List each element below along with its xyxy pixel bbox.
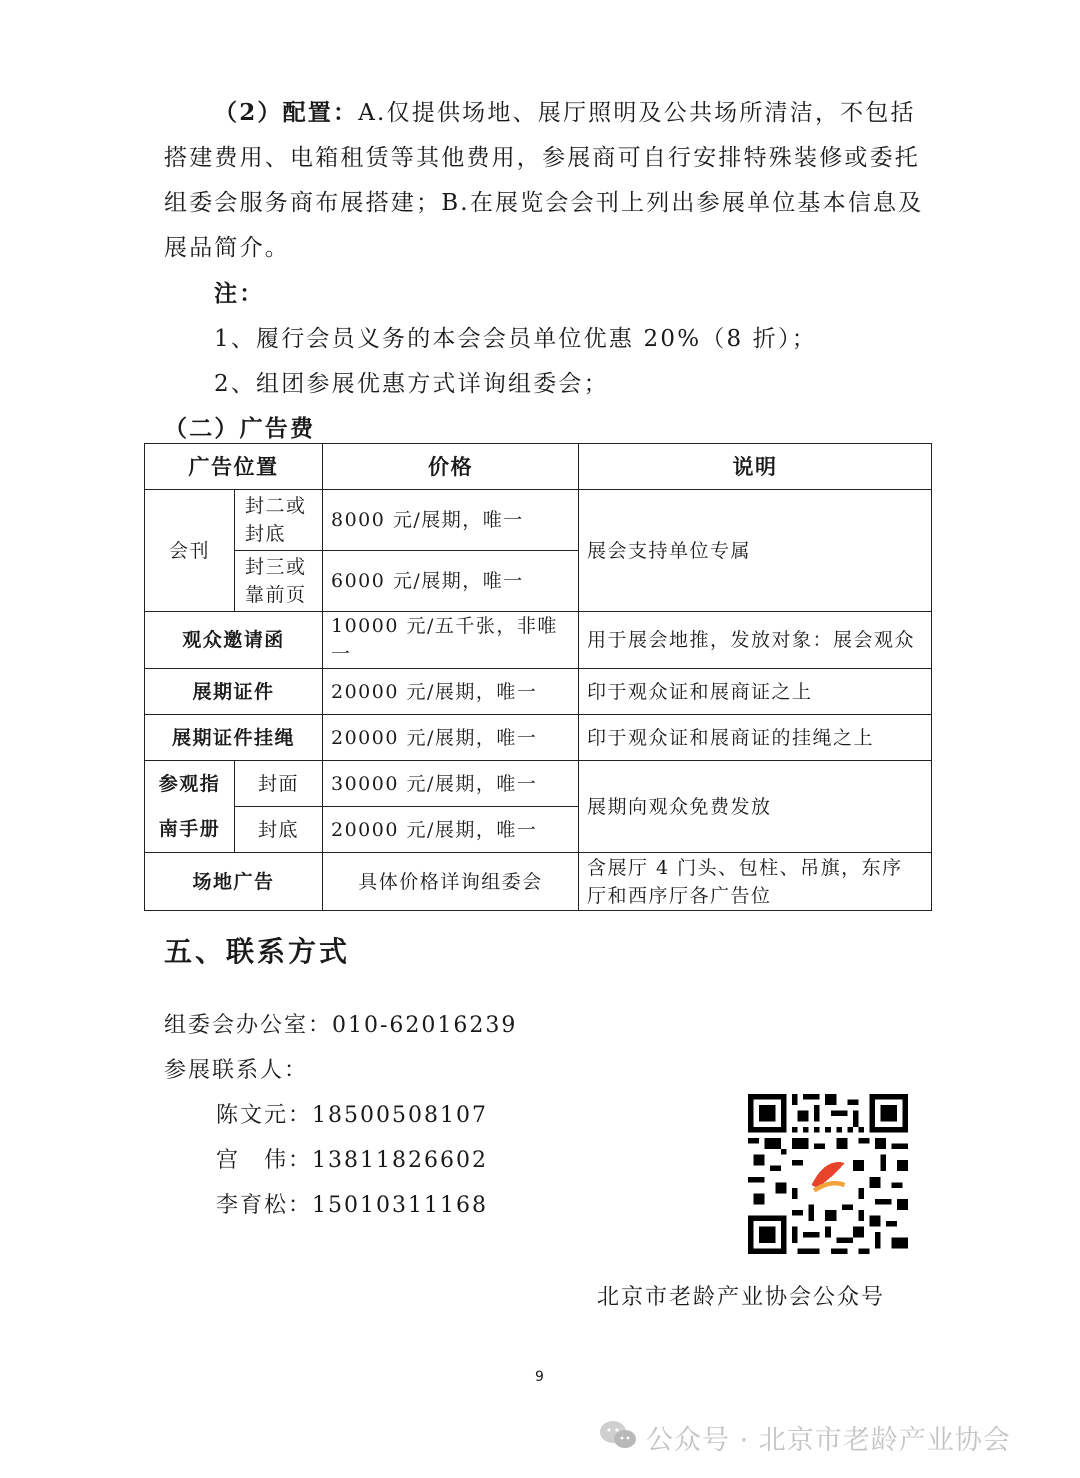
venue-price: 具体价格详询组委会 (323, 853, 579, 911)
wechat-icon (598, 1418, 638, 1452)
guide-note: 展期向观众免费发放 (579, 761, 932, 853)
config-label: （2）配置： (214, 99, 359, 126)
page-number: 9 (535, 1369, 544, 1385)
venue-note: 含展厅 4 门头、包柱、吊旗，东序厅和西序厅各广告位 (579, 853, 932, 911)
ad-section-title: （二）广告费 (164, 415, 316, 442)
table-row (145, 490, 932, 551)
guide-label-2: 南手册 (145, 807, 235, 853)
config-line-3: 组委会服务商布展搭建；B.在展览会会刊上列出参展单位基本信息及 (164, 190, 924, 216)
table-row (145, 669, 932, 715)
huikan-note: 展会支持单位专属 (579, 490, 932, 612)
invite-label: 观众邀请函 (145, 612, 323, 669)
guide-sub-2: 封底 (235, 807, 323, 853)
guide-label-1: 参观指 (145, 761, 235, 807)
config-line-2: 搭建费用、电箱租赁等其他费用，参展商可自行安排特殊装修或委托 (164, 145, 920, 171)
header-position: 广告位置 (145, 444, 323, 490)
guide-price-2: 20000 元/展期，唯一 (323, 807, 579, 853)
contact-person (216, 1098, 488, 1129)
huikan-sub-1: 封二或封底 (235, 490, 323, 551)
config-line-1 (214, 94, 916, 127)
guide-sub-1: 封面 (235, 761, 323, 807)
contact-name: 宫 伟： (216, 1148, 313, 1173)
qr-caption: 北京市老龄产业协会公众号 (597, 1285, 886, 1310)
contact-person (216, 1143, 488, 1174)
contact-phone: 18500508107 (312, 1103, 488, 1128)
huikan-price-2: 6000 元/展期，唯一 (323, 551, 579, 612)
invite-price: 10000 元/五千张，非唯一 (323, 612, 579, 669)
table-row (145, 853, 932, 911)
header-price: 价格 (323, 444, 579, 490)
table-row (145, 612, 932, 669)
lanyard-label: 展期证件挂绳 (145, 715, 323, 761)
contact-name: 陈文元： (216, 1103, 313, 1128)
table-row (145, 715, 932, 761)
huikan-sub-2: 封三或靠前页 (235, 551, 323, 612)
ad-fee-table (144, 443, 932, 911)
config-line-4: 展品简介。 (164, 235, 290, 261)
contact-heading: 五、联系方式 (164, 935, 351, 968)
header-note: 说明 (579, 444, 932, 490)
lanyard-note: 印于观众证和展商证的挂绳之上 (579, 715, 932, 761)
table-header-row (145, 444, 932, 490)
config-text-1: A.仅提供场地、展厅照明及公共场所清洁，不包括 (358, 100, 916, 126)
contact-name: 李育松： (216, 1193, 313, 1218)
contact-person (216, 1188, 488, 1219)
invite-note: 用于展会地推，发放对象：展会观众 (579, 612, 932, 669)
office-phone: 组委会办公室：010-62016239 (164, 1013, 518, 1038)
table-row (145, 761, 932, 807)
people-label: 参展联系人： (164, 1058, 309, 1083)
lanyard-price: 20000 元/展期，唯一 (323, 715, 579, 761)
watermark-text: 公众号 · 北京市老龄产业协会 (646, 1425, 1011, 1456)
contact-phone: 15010311168 (312, 1193, 488, 1218)
guide-price-1: 30000 元/展期，唯一 (323, 761, 579, 807)
huikan-price-1: 8000 元/展期，唯一 (323, 490, 579, 551)
qr-code-icon (748, 1094, 908, 1254)
note-item-2: 2、组团参展优惠方式详询组委会； (214, 371, 609, 397)
badge-label: 展期证件 (145, 669, 323, 715)
venue-label: 场地广告 (145, 853, 323, 911)
contact-phone: 13811826602 (312, 1148, 488, 1173)
notes-title: 注： (214, 280, 265, 307)
badge-note: 印于观众证和展商证之上 (579, 669, 932, 715)
badge-price: 20000 元/展期，唯一 (323, 669, 579, 715)
huikan-label: 会刊 (145, 490, 235, 612)
note-item-1: 1、履行会员义务的本会会员单位优惠 20%（8 折）； (214, 326, 817, 352)
